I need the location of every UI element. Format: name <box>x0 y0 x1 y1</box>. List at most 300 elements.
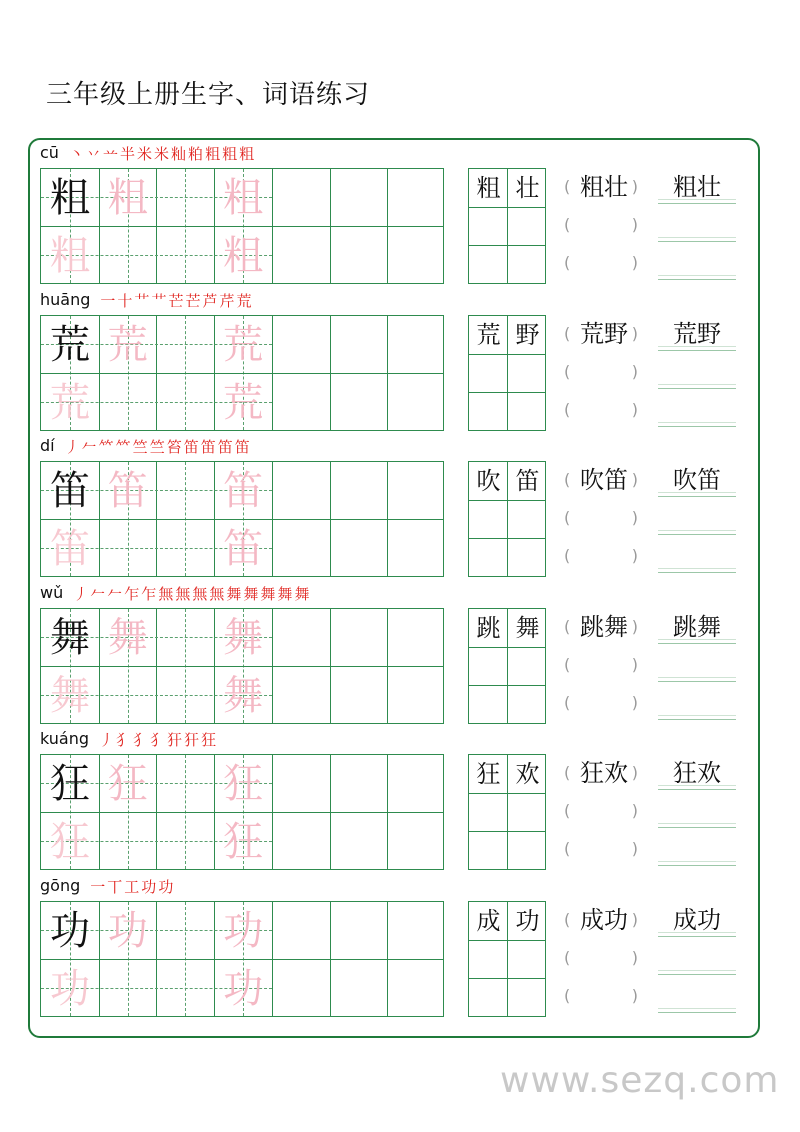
writing-line <box>658 388 736 389</box>
stroke-step <box>116 731 131 749</box>
model-character: 狂 <box>50 761 90 807</box>
word-character: 舞 <box>515 613 540 642</box>
stroke-step <box>171 145 186 163</box>
grid-line <box>469 647 545 648</box>
paren-row[interactable] <box>560 353 644 391</box>
right-paren: ) <box>631 508 638 527</box>
right-paren: ) <box>631 692 638 712</box>
grid-cell <box>99 755 157 813</box>
right-paren: ) <box>631 909 638 929</box>
writing-line <box>658 861 736 862</box>
writing-line <box>658 677 736 678</box>
trace-character: 狂 <box>50 819 90 865</box>
word-character: 吹 <box>476 467 501 495</box>
line-row[interactable] <box>658 353 736 391</box>
writing-line <box>658 496 736 497</box>
stroke-glyph: 籼 <box>171 145 187 163</box>
right-paren: ) <box>631 947 638 967</box>
paren-row[interactable] <box>560 792 644 830</box>
word-grid <box>468 461 546 577</box>
grid-line <box>469 245 545 246</box>
stroke-glyph: 一 <box>100 291 116 310</box>
grid-cell <box>214 813 272 871</box>
stroke-glyph: 狂 <box>201 731 217 749</box>
stroke-step <box>184 731 199 749</box>
grid-cell <box>99 609 157 667</box>
stroke-glyph: 笞 <box>166 438 182 456</box>
line-word: 成功 <box>673 905 721 934</box>
stroke-step <box>154 145 169 163</box>
stroke-step <box>168 292 183 310</box>
grid-cell <box>214 520 272 578</box>
writing-line <box>658 681 736 682</box>
stroke-step <box>141 585 156 603</box>
line-row[interactable] <box>658 792 736 830</box>
stroke-glyph: 丿 <box>64 438 80 456</box>
stroke-step <box>201 438 216 456</box>
stroke-glyph: 犭 <box>150 731 166 749</box>
stroke-glyph: 芒 <box>168 291 184 310</box>
trace-character: 粗 <box>50 233 90 279</box>
writing-line <box>658 241 736 242</box>
left-paren: ( <box>564 470 571 489</box>
writing-line <box>658 237 736 238</box>
left-paren: ( <box>564 839 571 858</box>
stroke-step <box>90 878 105 896</box>
writing-line <box>658 643 736 644</box>
stroke-step <box>86 145 101 163</box>
line-row <box>658 754 736 792</box>
writing-line <box>658 568 736 569</box>
writing-line <box>658 530 736 531</box>
line-word: 荒野 <box>673 319 721 348</box>
paren-word: 成功 <box>580 905 628 934</box>
paren-column <box>560 754 644 870</box>
stroke-step <box>235 438 250 456</box>
page-title: 三年级上册生字、词语练习 <box>46 80 371 110</box>
left-paren: ( <box>564 177 571 196</box>
trace-character: 功 <box>223 907 264 954</box>
pinyin: huāng <box>40 289 91 309</box>
stroke-step <box>99 731 114 749</box>
line-row[interactable] <box>658 977 736 1015</box>
grid-cell <box>214 316 272 374</box>
writing-line <box>658 350 736 351</box>
line-row[interactable] <box>658 646 736 684</box>
paren-word: 狂欢 <box>580 759 628 787</box>
stroke-glyph: 𠂉 <box>90 584 106 603</box>
pinyin-stroke-line <box>40 434 250 456</box>
writing-line <box>658 932 736 933</box>
stroke-step <box>294 585 309 603</box>
grid-cell <box>214 227 272 285</box>
grid-cell <box>214 960 272 1018</box>
paren-column <box>560 168 644 284</box>
right-paren: ) <box>631 177 638 196</box>
stroke-glyph: 丶 <box>68 145 84 163</box>
stroke-glyph: 荒 <box>236 291 252 310</box>
stroke-step <box>205 145 220 163</box>
writing-line <box>658 203 736 204</box>
writing-line <box>658 534 736 535</box>
grid-cell <box>41 609 99 667</box>
model-character: 粗 <box>50 175 90 221</box>
right-paren: ) <box>631 470 638 489</box>
left-paren: ( <box>564 508 571 527</box>
paren-row[interactable] <box>560 499 644 537</box>
trace-character: 荒 <box>107 321 148 368</box>
writing-line <box>658 970 736 971</box>
left-paren: ( <box>564 616 571 636</box>
grid-cell <box>214 755 272 813</box>
paren-row <box>560 754 644 792</box>
char-block <box>40 141 760 287</box>
paren-column <box>560 461 644 577</box>
line-row[interactable] <box>658 830 736 868</box>
paren-row <box>560 901 644 939</box>
stroke-glyph: 犴 <box>184 731 200 749</box>
stroke-step <box>226 585 241 603</box>
stroke-glyph: 舞 <box>277 584 293 603</box>
line-column <box>658 754 738 870</box>
stroke-order <box>73 585 309 603</box>
trace-character: 粗 <box>223 175 264 221</box>
stroke-step <box>220 292 235 310</box>
trace-character: 笛 <box>107 468 148 514</box>
line-column <box>658 315 738 431</box>
char-block <box>40 581 760 727</box>
line-column <box>658 901 738 1017</box>
word-character: 欢 <box>515 760 540 788</box>
trace-character: 笛 <box>223 468 264 514</box>
right-paren: ) <box>631 323 638 343</box>
stroke-glyph: 粕 <box>188 145 204 163</box>
stroke-step <box>237 292 252 310</box>
grid-cell <box>41 227 99 285</box>
stroke-step <box>65 438 80 456</box>
trace-character: 笛 <box>50 526 90 572</box>
paren-row[interactable] <box>560 244 644 282</box>
stroke-glyph: 無 <box>158 584 174 603</box>
stroke-glyph: 無 <box>175 584 191 603</box>
model-character: 荒 <box>50 321 90 368</box>
left-paren: ( <box>564 909 571 929</box>
line-word: 粗壮 <box>673 173 721 201</box>
line-column <box>658 168 738 284</box>
practice-grid <box>40 608 444 724</box>
line-word: 跳舞 <box>673 612 721 641</box>
grid-line <box>469 685 545 686</box>
grid-line <box>469 978 545 979</box>
line-row[interactable] <box>658 939 736 977</box>
left-paren: ( <box>564 253 571 272</box>
trace-character: 舞 <box>223 614 264 661</box>
stroke-order <box>65 438 250 456</box>
watermark: www.sezq.com <box>500 1060 780 1101</box>
paren-row[interactable] <box>560 206 644 244</box>
stroke-order <box>90 878 173 896</box>
pinyin: wǔ <box>40 582 64 602</box>
grid-cell <box>214 609 272 667</box>
practice-grid <box>40 315 444 431</box>
stroke-glyph: 舞 <box>294 584 310 603</box>
stroke-glyph: 一 <box>90 877 106 896</box>
pinyin: cū <box>40 143 59 162</box>
stroke-step <box>133 438 148 456</box>
stroke-order <box>100 292 251 310</box>
grid-cell <box>214 462 272 520</box>
left-paren: ( <box>564 361 571 381</box>
stroke-glyph: 笛 <box>217 438 233 456</box>
stroke-glyph: 艹 <box>134 291 150 310</box>
writing-line <box>658 492 736 493</box>
grid-cell <box>99 316 157 374</box>
stroke-step <box>192 585 207 603</box>
trace-character: 荒 <box>50 379 90 426</box>
grid-cell <box>41 902 99 960</box>
practice-grid <box>40 168 444 284</box>
grid-cell <box>214 667 272 725</box>
writing-line <box>658 1012 736 1013</box>
writing-line <box>658 384 736 385</box>
paren-column <box>560 608 644 724</box>
paren-word: 跳舞 <box>580 612 628 641</box>
stroke-glyph: 粗 <box>222 145 238 163</box>
grid-cell <box>214 902 272 960</box>
paren-word: 粗壮 <box>580 173 628 201</box>
trace-character: 功 <box>223 965 264 1012</box>
line-row[interactable] <box>658 391 736 429</box>
grid-line <box>469 940 545 941</box>
pinyin-stroke-line <box>40 288 252 310</box>
paren-row[interactable] <box>560 830 644 868</box>
paren-word: 吹笛 <box>580 466 628 494</box>
paren-row <box>560 608 644 646</box>
grid-line <box>469 500 545 501</box>
stroke-step <box>158 585 173 603</box>
writing-line <box>658 279 736 280</box>
grid-cell <box>41 462 99 520</box>
writing-line <box>658 823 736 824</box>
model-character: 笛 <box>50 468 90 514</box>
stroke-step <box>167 438 182 456</box>
stroke-step <box>100 292 115 310</box>
stroke-glyph: 米 <box>154 145 170 163</box>
stroke-step <box>73 585 88 603</box>
trace-character: 功 <box>50 965 90 1012</box>
writing-line <box>658 1008 736 1009</box>
paren-row <box>560 168 644 206</box>
stroke-glyph: 半 <box>119 145 135 163</box>
stroke-glyph: 竺 <box>149 438 165 456</box>
paren-row[interactable] <box>560 646 644 684</box>
line-word: 吹笛 <box>673 466 721 494</box>
stroke-glyph: 粗 <box>239 145 255 163</box>
trace-character: 笛 <box>223 526 264 572</box>
trace-character: 狂 <box>223 761 264 807</box>
char-block <box>40 288 760 434</box>
stroke-step <box>209 585 224 603</box>
stroke-step <box>69 145 84 163</box>
stroke-step <box>201 731 216 749</box>
line-row <box>658 315 736 353</box>
line-row <box>658 901 736 939</box>
stroke-step <box>120 145 135 163</box>
right-paren: ) <box>631 361 638 381</box>
char-block <box>40 434 760 580</box>
grid-line <box>469 392 545 393</box>
stroke-step <box>239 145 254 163</box>
paren-row[interactable] <box>560 391 644 429</box>
writing-line <box>658 719 736 720</box>
grid-line <box>469 354 545 355</box>
pinyin: kuáng <box>40 729 90 748</box>
grid-cell <box>99 902 157 960</box>
paren-row[interactable] <box>560 684 644 722</box>
stroke-glyph: 工 <box>124 877 140 896</box>
practice-grid <box>40 901 444 1017</box>
line-row[interactable] <box>658 499 736 537</box>
stroke-glyph: 𥫗 <box>98 438 114 456</box>
stroke-glyph: 十 <box>117 291 133 310</box>
writing-line <box>658 715 736 716</box>
stroke-step <box>185 292 200 310</box>
stroke-step <box>202 292 217 310</box>
line-row <box>658 608 736 646</box>
stroke-step <box>90 585 105 603</box>
grid-cell <box>41 960 99 1018</box>
paren-row[interactable] <box>560 939 644 977</box>
word-character: 笛 <box>515 467 540 495</box>
stroke-step <box>82 438 97 456</box>
stroke-glyph: 米 <box>137 145 153 163</box>
writing-line <box>658 199 736 200</box>
stroke-glyph: 笛 <box>183 438 199 456</box>
stroke-glyph: 犭 <box>133 731 149 749</box>
paren-column <box>560 901 644 1017</box>
trace-character: 狂 <box>223 819 264 865</box>
stroke-glyph: 舞 <box>226 584 242 603</box>
stroke-step <box>133 731 148 749</box>
writing-line <box>658 936 736 937</box>
right-paren: ) <box>631 215 638 234</box>
word-character: 功 <box>515 906 540 935</box>
writing-line <box>658 639 736 640</box>
practice-grid <box>40 754 444 870</box>
line-row[interactable] <box>658 206 736 244</box>
word-character: 粗 <box>476 174 501 202</box>
trace-character: 粗 <box>223 233 264 279</box>
writing-line <box>658 827 736 828</box>
stroke-glyph: 䒑 <box>102 145 118 163</box>
right-paren: ) <box>631 654 638 674</box>
writing-line <box>658 346 736 347</box>
grid-cell <box>41 169 99 227</box>
paren-row[interactable] <box>560 537 644 575</box>
line-row[interactable] <box>658 684 736 722</box>
writing-line <box>658 789 736 790</box>
pinyin: gōng <box>40 875 81 895</box>
stroke-glyph: 無 <box>192 584 208 603</box>
stroke-step <box>167 731 182 749</box>
stroke-glyph: 無 <box>209 584 225 603</box>
paren-column <box>560 315 644 431</box>
stroke-step <box>124 585 139 603</box>
left-paren: ( <box>564 215 571 234</box>
right-paren: ) <box>631 253 638 272</box>
stroke-glyph: 芹 <box>219 291 235 310</box>
line-row <box>658 168 736 206</box>
left-paren: ( <box>564 947 571 967</box>
stroke-step <box>150 731 165 749</box>
right-paren: ) <box>631 616 638 636</box>
left-paren: ( <box>564 763 571 782</box>
stroke-step <box>116 438 131 456</box>
grid-cell <box>214 374 272 432</box>
left-paren: ( <box>564 546 571 565</box>
grid-cell <box>41 374 99 432</box>
stroke-step <box>134 292 149 310</box>
left-paren: ( <box>564 801 571 820</box>
paren-row[interactable] <box>560 977 644 1015</box>
stroke-step <box>141 878 156 896</box>
stroke-glyph: 艹 <box>151 291 167 310</box>
trace-character: 舞 <box>50 672 90 719</box>
stroke-step <box>158 878 173 896</box>
word-grid <box>468 754 546 870</box>
stroke-glyph: 𠂉 <box>81 438 97 456</box>
pinyin: dí <box>40 436 55 455</box>
right-paren: ) <box>631 763 638 782</box>
stroke-step <box>137 145 152 163</box>
writing-line <box>658 422 736 423</box>
trace-character: 舞 <box>107 614 148 661</box>
stroke-step <box>124 878 139 896</box>
line-column <box>658 608 738 724</box>
practice-grid <box>40 461 444 577</box>
right-paren: ) <box>631 985 638 1005</box>
stroke-glyph: 犴 <box>167 731 183 749</box>
word-grid <box>468 901 546 1017</box>
line-row[interactable] <box>658 537 736 575</box>
writing-line <box>658 865 736 866</box>
pinyin-stroke-line <box>40 874 173 896</box>
pinyin-stroke-line <box>40 581 309 603</box>
stroke-step <box>150 438 165 456</box>
char-block <box>40 874 760 1020</box>
stroke-glyph: 功 <box>158 877 174 896</box>
writing-line <box>658 426 736 427</box>
word-character: 野 <box>515 320 540 349</box>
model-character: 功 <box>50 907 90 954</box>
stroke-glyph: 功 <box>141 877 157 896</box>
left-paren: ( <box>564 399 571 419</box>
stroke-glyph: 𠂉 <box>107 584 123 603</box>
stroke-step <box>188 145 203 163</box>
stroke-step <box>222 145 237 163</box>
stroke-glyph: 𥫗 <box>115 438 131 456</box>
line-column <box>658 461 738 577</box>
stroke-step <box>107 878 122 896</box>
word-grid <box>468 315 546 431</box>
grid-line <box>469 538 545 539</box>
trace-character: 功 <box>107 907 148 954</box>
word-character: 跳 <box>476 613 501 642</box>
writing-line <box>658 275 736 276</box>
line-row[interactable] <box>658 244 736 282</box>
stroke-step <box>117 292 132 310</box>
word-character: 狂 <box>476 760 501 788</box>
